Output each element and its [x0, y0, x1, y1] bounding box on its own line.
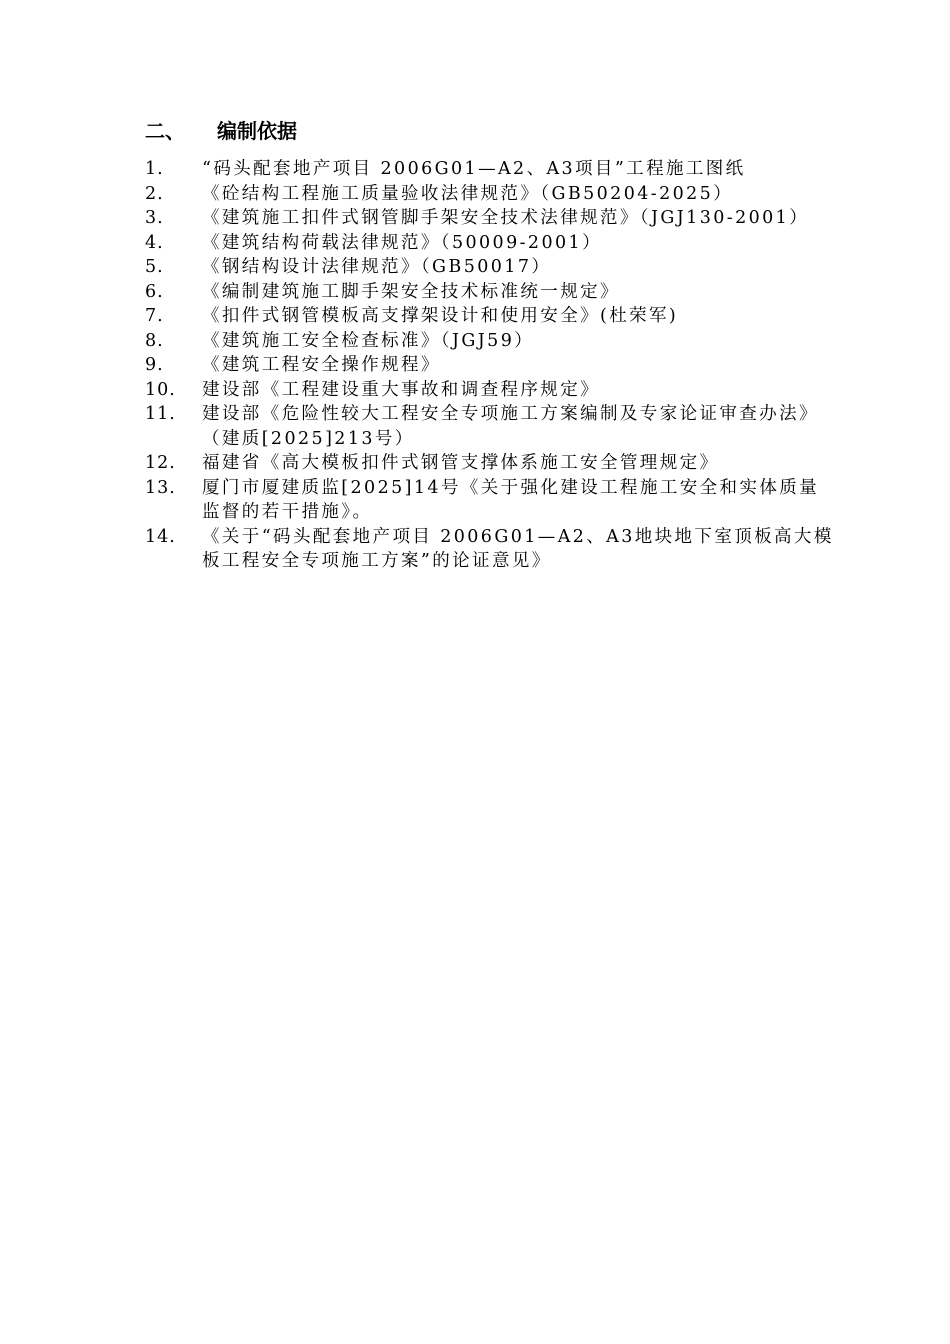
reference-text: 《砼结构工程施工质量验收法律规范》（GB50204-2025）	[202, 183, 734, 204]
reference-item	[145, 329, 835, 354]
reference-index: 13.	[145, 477, 176, 498]
reference-list	[145, 157, 835, 574]
reference-item	[145, 157, 835, 182]
section-heading	[145, 117, 297, 145]
reference-index: 4.	[145, 232, 164, 253]
reference-item	[145, 182, 835, 207]
reference-item	[145, 353, 835, 378]
reference-index: 5.	[145, 257, 164, 277]
reference-item	[145, 231, 835, 256]
reference-text: 《关于“码头配套地产项目 2006G01—A2、A3地块地下室顶板高大模板工程安全专项施工方案”的论证意见》	[202, 526, 834, 571]
reference-text: 《建筑工程安全操作规程》	[202, 355, 441, 375]
reference-item	[145, 304, 835, 329]
reference-index: 2.	[145, 183, 164, 204]
section-title: 编制依据	[217, 119, 297, 143]
reference-item	[145, 255, 835, 280]
reference-item	[145, 525, 835, 574]
reference-index: 7.	[145, 306, 164, 326]
reference-index: 14.	[145, 526, 176, 547]
reference-item	[145, 402, 835, 451]
reference-text: 《钢结构设计法律规范》（GB50017）	[202, 257, 552, 277]
reference-text: 《扣件式钢管模板高支撑架设计和使用安全》(杜荣军)	[202, 306, 679, 326]
reference-item	[145, 476, 835, 525]
reference-item	[145, 451, 835, 476]
reference-text: 《建筑结构荷载法律规范》（50009-2001）	[202, 232, 602, 253]
reference-item	[145, 280, 835, 305]
reference-text: 《编制建筑施工脚手架安全技术标准统一规定》	[202, 281, 620, 302]
reference-text: 建设部《工程建设重大事故和调查程序规定》	[202, 379, 600, 400]
reference-index: 11.	[145, 404, 176, 424]
section-number: 二、	[145, 119, 185, 143]
reference-index: 1.	[145, 159, 164, 179]
reference-text: 厦门市厦建质监[2025]14号《关于强化建设工程施工安全和实体质量监督的若干措施》。	[202, 477, 820, 522]
reference-text: 福建省《高大模板扣件式钢管支撑体系施工安全管理规定》	[202, 453, 720, 473]
reference-text: 《建筑施工扣件式钢管脚手架安全技术法律规范》（JGJ130-2001）	[202, 208, 810, 228]
reference-text: 《建筑施工安全检查标准》（JGJ59）	[202, 330, 535, 351]
reference-item	[145, 206, 835, 231]
reference-text: 建设部《危险性较大工程安全专项施工方案编制及专家论证审查办法》（建质[2025]213号）	[202, 404, 819, 449]
reference-index: 9.	[145, 355, 164, 375]
reference-index: 10.	[145, 379, 176, 400]
reference-item	[145, 378, 835, 403]
reference-index: 6.	[145, 281, 164, 302]
reference-text: “码头配套地产项目 2006G01—A2、A3项目”工程施工图纸	[202, 159, 746, 179]
reference-index: 8.	[145, 330, 164, 351]
reference-index: 12.	[145, 453, 176, 473]
reference-index: 3.	[145, 208, 164, 228]
